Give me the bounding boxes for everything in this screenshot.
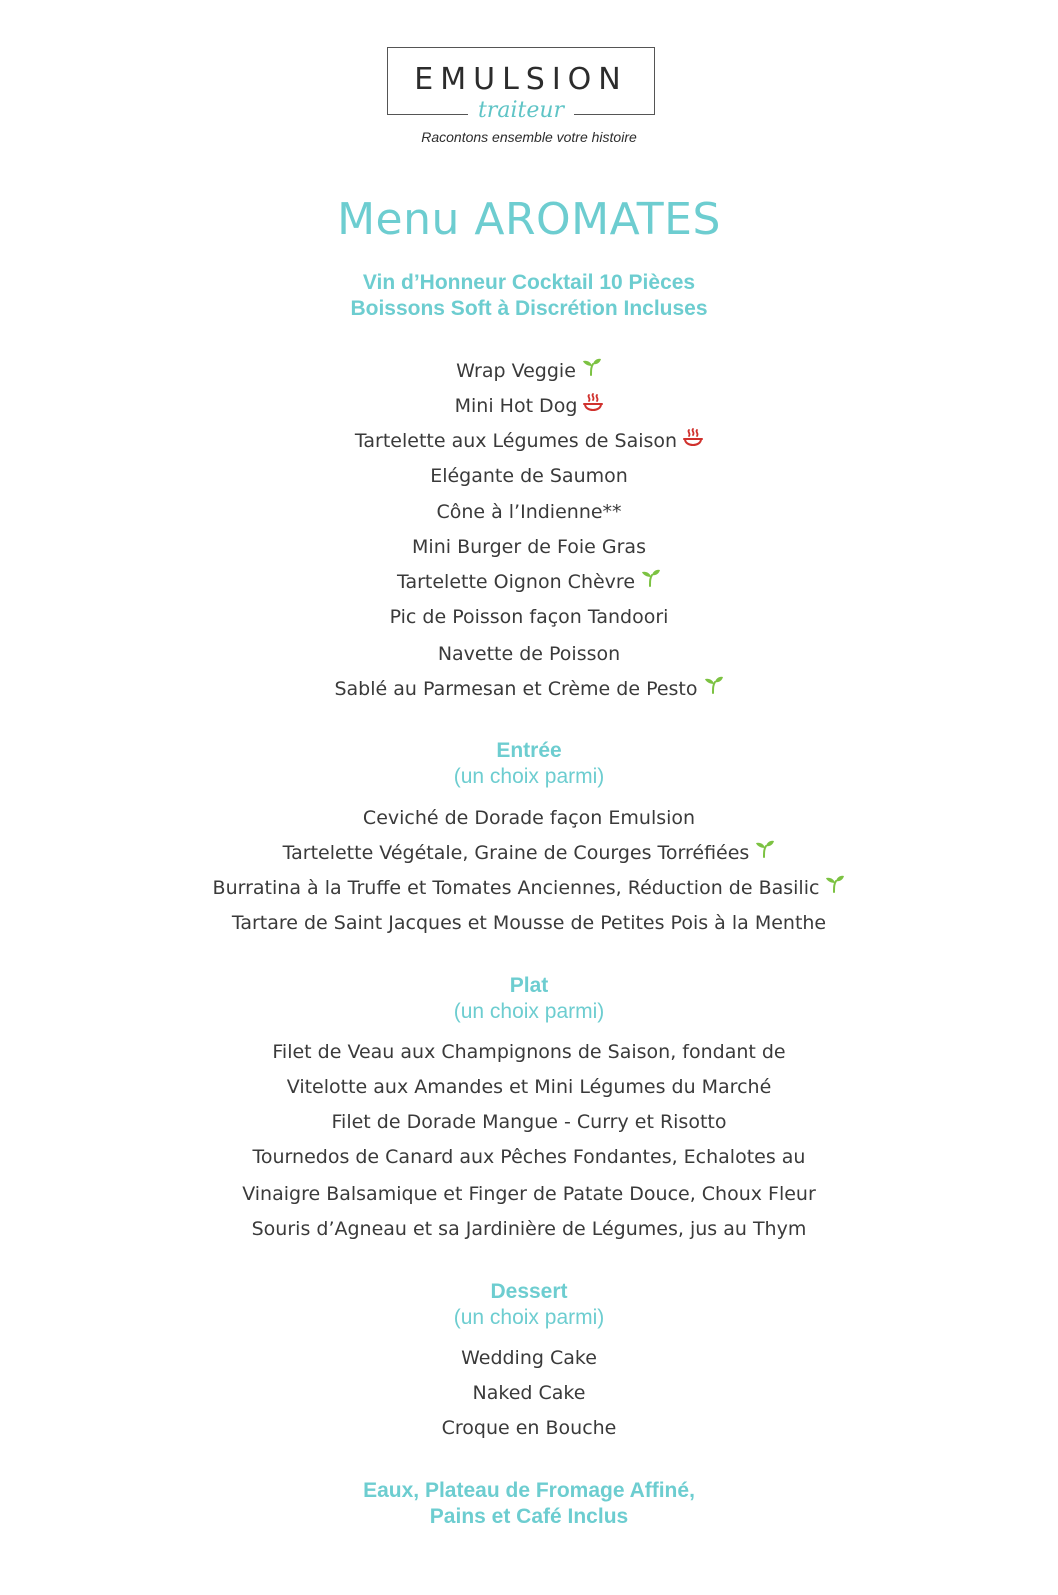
dessert-heading: Dessert — [490, 1280, 568, 1303]
plat-heading: Plat — [509, 974, 549, 997]
footer-line1: Eaux, Plateau de Fromage Affiné, — [363, 1479, 695, 1502]
cocktail-item-label: Mini Hot Dog — [454, 395, 578, 417]
plat-item-label: Vitelotte aux Amandes et Mini Légumes du Marché — [286, 1076, 772, 1098]
dessert-item-label: Naked Cake — [472, 1382, 586, 1404]
logo-script-text: traiteur — [468, 98, 574, 123]
cocktail-item — [0, 394, 1058, 419]
hot-icon — [683, 428, 703, 452]
sprout-icon — [641, 569, 661, 593]
sprout-icon — [582, 358, 602, 382]
dessert-note: (un choix parmi) — [453, 1306, 605, 1329]
cocktail-item — [0, 605, 1058, 629]
cocktail-item — [0, 359, 1058, 384]
entree-item-label: Ceviché de Dorade façon Emulsion — [362, 807, 696, 829]
cocktail-item — [0, 677, 1058, 702]
cocktail-item — [0, 535, 1058, 559]
logo-wordmark: EMULSION — [414, 62, 628, 97]
cocktail-item-label: Sablé au Parmesan et Crème de Pesto — [334, 678, 698, 700]
plat-item — [0, 1145, 1058, 1169]
plat-item — [0, 1110, 1058, 1134]
hot-icon — [583, 393, 603, 417]
plat-item — [0, 1217, 1058, 1241]
entree-note: (un choix parmi) — [453, 765, 605, 788]
cocktail-item-label: Mini Burger de Foie Gras — [412, 536, 646, 558]
cocktail-item-label: Navette de Poisson — [437, 643, 621, 665]
cocktail-item — [0, 570, 1058, 595]
dessert-item — [0, 1381, 1058, 1405]
cocktail-item — [0, 500, 1058, 524]
dessert-item-label: Croque en Bouche — [441, 1417, 617, 1439]
sprout-icon — [825, 875, 845, 899]
logo-script — [388, 98, 654, 123]
entree-item — [0, 911, 1058, 935]
entree-item-label: Tartare de Saint Jacques et Mousse de Petites Pois à la Menthe — [231, 912, 827, 934]
dessert-item-label: Wedding Cake — [461, 1347, 597, 1369]
plat-item — [0, 1075, 1058, 1099]
sprout-icon — [704, 676, 724, 700]
dessert-item — [0, 1346, 1058, 1370]
cocktail-item-label: Cône à l’Indienne** — [436, 501, 622, 523]
entree-item — [0, 806, 1058, 830]
dessert-item — [0, 1416, 1058, 1440]
entree-heading: Entrée — [496, 739, 562, 762]
plat-item — [0, 1040, 1058, 1064]
footer-line2: Pains et Café Inclus — [429, 1505, 629, 1528]
sprout-icon — [755, 840, 775, 864]
cocktail-item-label: Tartelette Oignon Chèvre — [396, 571, 636, 593]
plat-item — [0, 1182, 1058, 1206]
cocktail-item-label: Wrap Veggie — [456, 360, 576, 382]
plat-item-label: Filet de Dorade Mangue - Curry et Risotto — [331, 1111, 727, 1133]
cocktail-item-label: Pic de Poisson façon Tandoori — [389, 606, 669, 628]
logo-tagline: Racontons ensemble votre histoire — [421, 129, 637, 145]
logo-box — [387, 47, 655, 123]
cocktail-heading-line1: Vin d’Honneur Cocktail 10 Pièces — [362, 271, 696, 294]
cocktail-item — [0, 464, 1058, 488]
plat-item-label: Vinaigre Balsamique et Finger de Patate Douce, Choux Fleur — [242, 1183, 816, 1205]
cocktail-heading-line2: Boissons Soft à Discrétion Incluses — [350, 297, 708, 320]
plat-item-label: Souris d’Agneau et sa Jardinière de Légumes, jus au Thym — [251, 1218, 807, 1240]
plat-note: (un choix parmi) — [453, 1000, 605, 1023]
plat-item-label: Filet de Veau aux Champignons de Saison, fondant de — [272, 1041, 786, 1063]
page-title: Menu AROMATES — [337, 194, 721, 245]
entree-item — [0, 876, 1058, 901]
plat-item-label: Tournedos de Canard aux Pêches Fondantes, Echalotes au — [252, 1146, 806, 1168]
entree-item — [0, 841, 1058, 866]
entree-item-label: Burratina à la Truffe et Tomates Anciennes, Réduction de Basilic — [212, 877, 820, 899]
cocktail-item — [0, 429, 1058, 454]
entree-item-label: Tartelette Végétale, Graine de Courges Torréfiées — [282, 842, 750, 864]
cocktail-item — [0, 642, 1058, 666]
cocktail-item-label: Elégante de Saumon — [430, 465, 628, 487]
cocktail-item-label: Tartelette aux Légumes de Saison — [354, 430, 678, 452]
